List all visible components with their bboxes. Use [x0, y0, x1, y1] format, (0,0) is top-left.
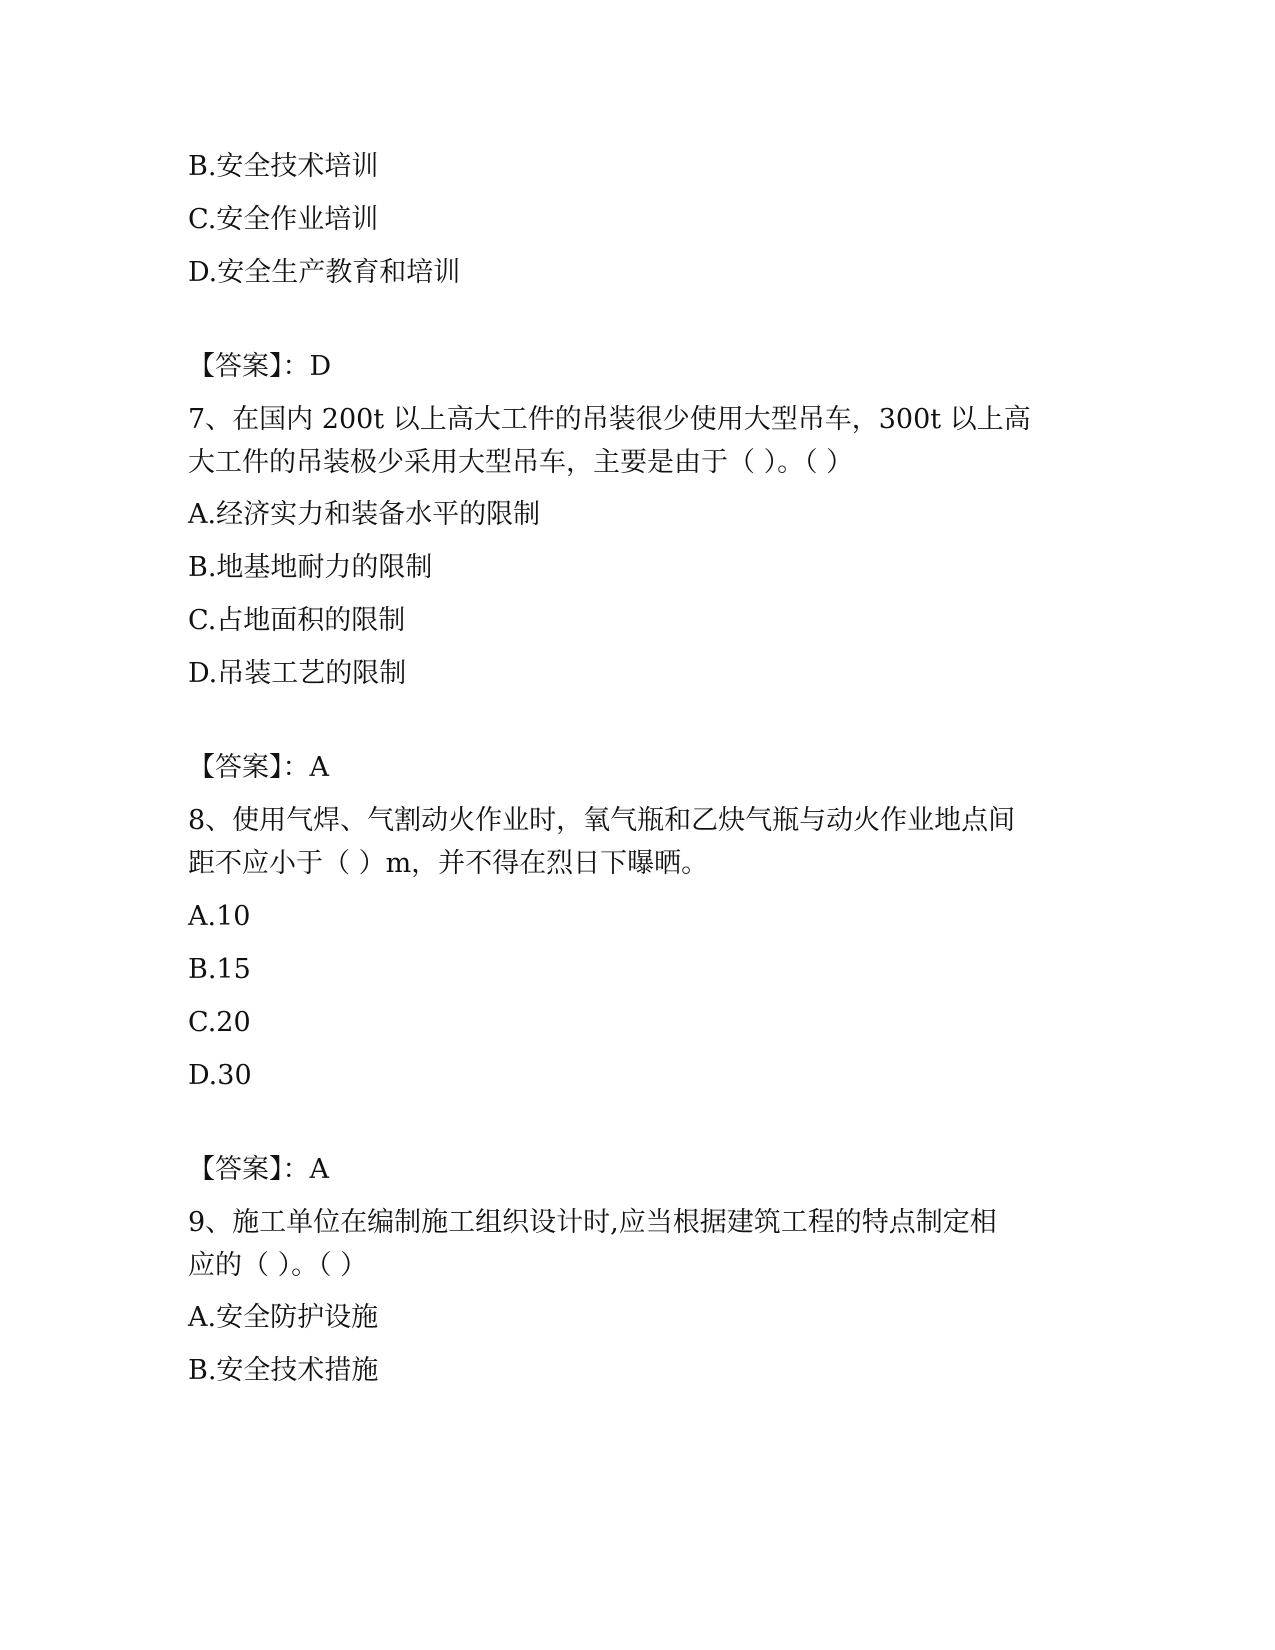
question-line-2: 距不应小于（ ）m，并不得在烈日下曝晒。: [188, 848, 709, 879]
answer-line: 【答案】：D: [188, 351, 332, 382]
answer-line: 【答案】：A: [188, 752, 329, 783]
option-d: D.安全生产教育和培训: [188, 257, 461, 288]
option-a: A.安全防护设施: [188, 1302, 379, 1333]
option-b: B.安全技术措施: [188, 1355, 379, 1386]
question-text: [188, 799, 1015, 885]
question-line-2: 应的（ ）。（ ）: [188, 1250, 368, 1281]
question-line-1: 7、在国内 200t 以上高大工件的吊装很少使用大型吊车，300t 以上高: [188, 404, 1031, 435]
option-b: B.地基地耐力的限制: [188, 552, 433, 583]
option-d: D.吊装工艺的限制: [188, 658, 407, 689]
option-a: A.经济实力和装备水平的限制: [188, 499, 541, 530]
question-text: [188, 398, 1031, 484]
answer-line: 【答案】：A: [188, 1154, 329, 1185]
question-text: [188, 1201, 997, 1287]
option-c: C.安全作业培训: [188, 204, 379, 235]
option-b: B.15: [188, 954, 251, 985]
option-a: A.10: [188, 901, 251, 932]
option-c: C.20: [188, 1007, 251, 1038]
option-d: D.30: [188, 1060, 252, 1091]
question-line-2: 大工件的吊装极少采用大型吊车，主要是由于（ ）。（ ）: [188, 447, 854, 478]
question-line-1: 9、施工单位在编制施工组织设计时,应当根据建筑工程的特点制定相: [188, 1207, 997, 1238]
option-b: B.安全技术培训: [188, 151, 379, 182]
question-line-1: 8、使用气焊、气割动火作业时，氧气瓶和乙炔气瓶与动火作业地点间: [188, 805, 1016, 836]
option-c: C.占地面积的限制: [188, 605, 406, 636]
